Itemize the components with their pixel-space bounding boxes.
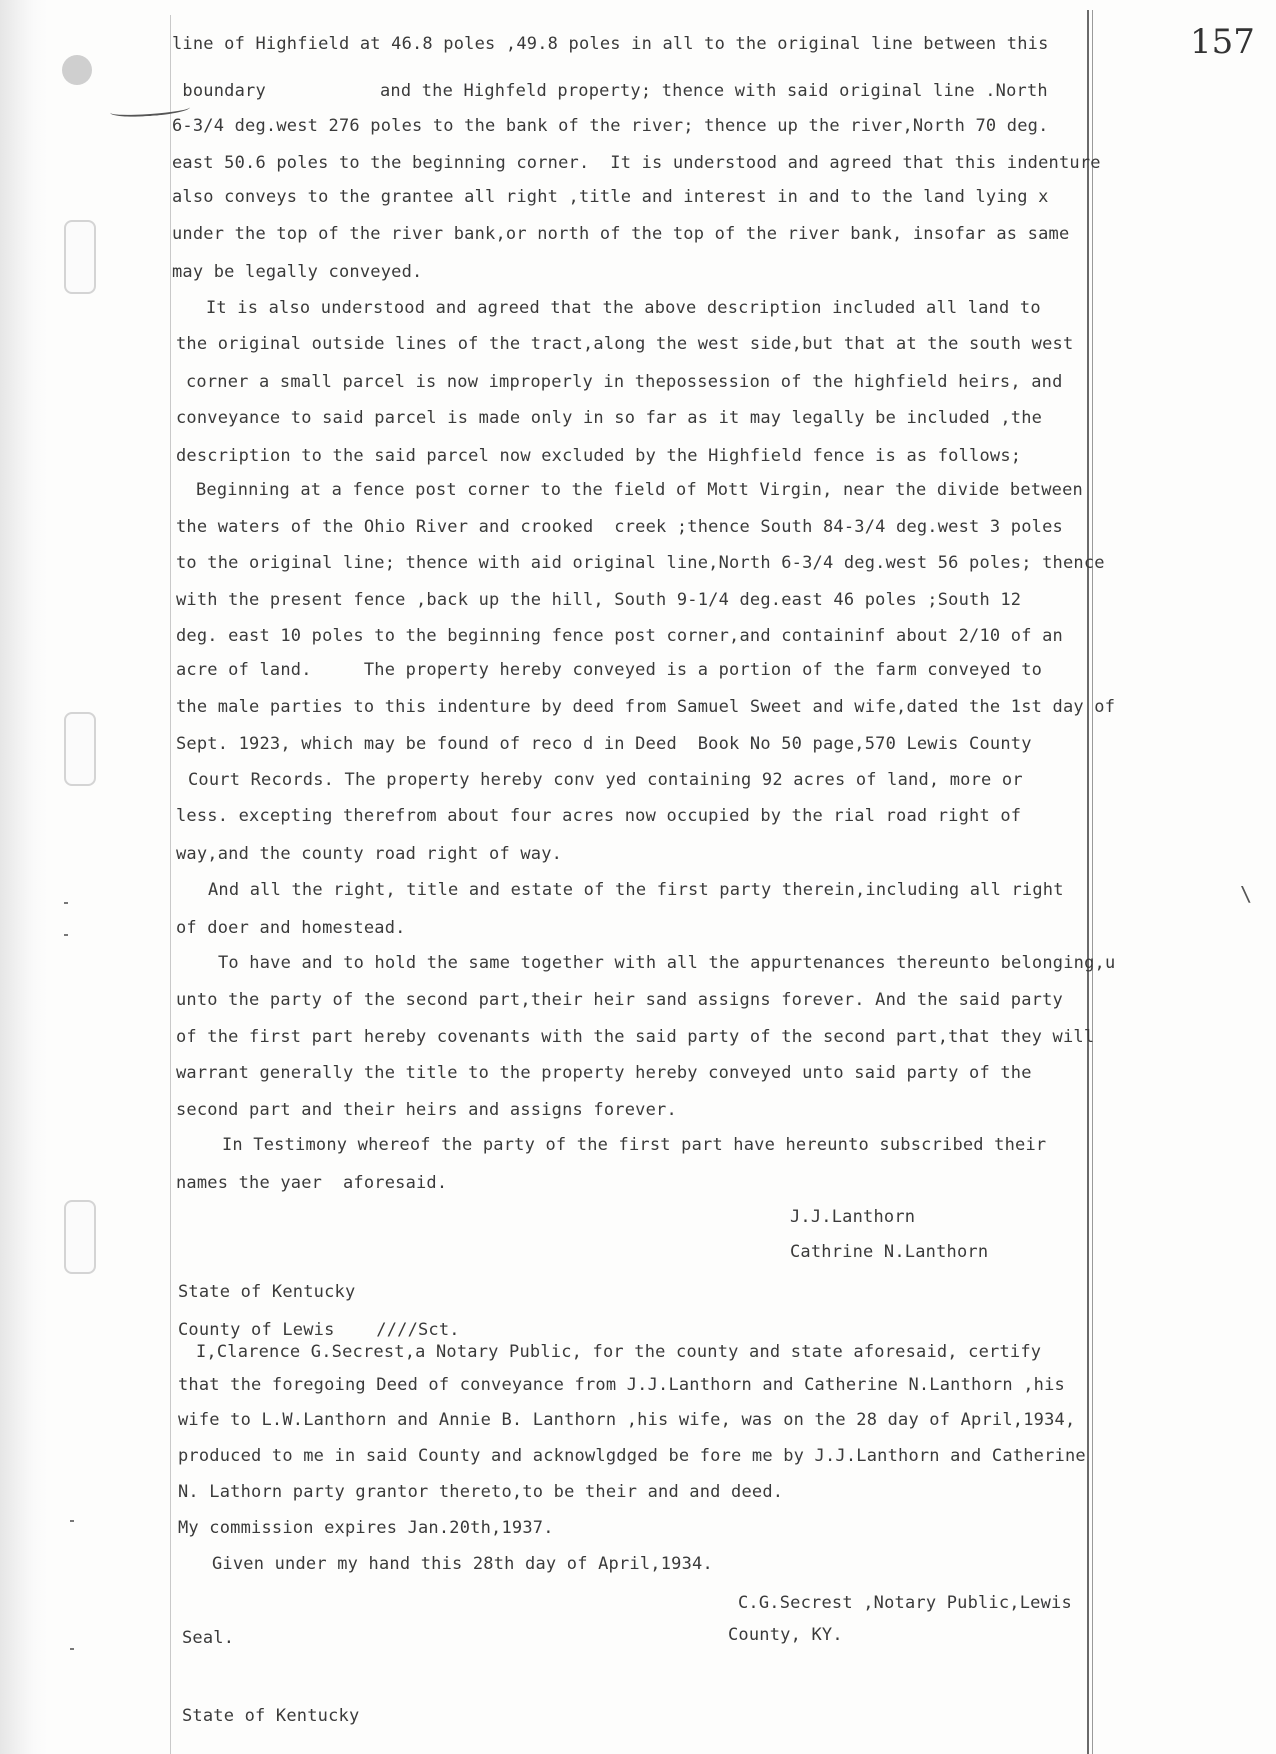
- text-line: that the foregoing Deed of conveyance from J.J.Lanthorn and Catherine N.Lanthorn ,his: [178, 1375, 1065, 1395]
- text-line: east 50.6 poles to the beginning corner. It is understood and agreed that this indenture: [172, 153, 1101, 173]
- text-line: wife to L.W.Lanthorn and Annie B. Lanthorn ,his wife, was on the 28 day of April,1934,: [178, 1410, 1076, 1430]
- punch-hole: [62, 55, 92, 85]
- pen-mark: \: [1240, 882, 1253, 906]
- text-line: of the first part hereby covenants with the said party of the second part,that they will: [176, 1027, 1095, 1047]
- punch-hole: [64, 220, 96, 294]
- text-line: the male parties to this indenture by deed from Samuel Sweet and wife,dated the 1st day of: [176, 697, 1116, 717]
- text-line: My commission expires Jan.20th,1937.: [178, 1518, 554, 1538]
- right-margin-line: [1087, 10, 1089, 1754]
- speck: [64, 934, 68, 936]
- speck: [70, 1520, 74, 1522]
- page-number: 157: [1190, 22, 1255, 62]
- text-line: second part and their heirs and assigns forever.: [176, 1100, 677, 1120]
- text-line: State of Kentucky: [182, 1706, 360, 1726]
- text-line: Sept. 1923, which may be found of reco d in Deed Book No 50 page,570 Lewis County: [176, 734, 1032, 754]
- text-line: the waters of the Ohio River and crooked creek ;thence South 84-3/4 deg.west 3 poles: [176, 517, 1063, 537]
- text-line: less. excepting therefrom about four acres now occupied by the rial road right of: [176, 806, 1022, 826]
- text-line: of doer and homestead.: [176, 918, 406, 938]
- text-line: 6-3/4 deg.west 276 poles to the bank of the river; thence up the river,North 70 deg.: [172, 116, 1049, 136]
- text-line: under the top of the river bank,or north of the top of the river bank, insofar as same: [172, 224, 1070, 244]
- text-line: line of Highfield at 46.8 poles ,49.8 poles in all to the original line between this: [172, 34, 1049, 54]
- text-line: County, KY.: [728, 1625, 843, 1645]
- text-line: and the Highfeld property; thence with said original line .North: [380, 81, 1048, 101]
- text-line: N. Lathorn party grantor thereto,to be their and and deed.: [178, 1482, 784, 1502]
- text-line: deg. east 10 poles to the beginning fence post corner,and containinf about 2/10 of an: [176, 626, 1063, 646]
- text-line: warrant generally the title to the property hereby conveyed unto said party of the: [176, 1063, 1032, 1083]
- text-line: In Testimony whereof the party of the first part have hereunto subscribed their: [222, 1135, 1047, 1155]
- text-line: State of Kentucky: [178, 1282, 356, 1302]
- binding-shadow: [0, 0, 48, 1754]
- text-line: J.J.Lanthorn: [790, 1207, 916, 1227]
- text-line: Court Records. The property hereby conv yed containing 92 acres of land, more or: [188, 770, 1023, 790]
- right-margin-line: [1092, 10, 1093, 1754]
- text-line: C.G.Secrest ,Notary Public,Lewis: [738, 1593, 1072, 1613]
- text-line: It is also understood and agreed that the above description included all land to: [206, 298, 1041, 318]
- text-line: also conveys to the grantee all right ,title and interest in and to the land lying x: [172, 187, 1049, 207]
- punch-hole: [64, 712, 96, 786]
- text-line: with the present fence ,back up the hill, South 9-1/4 deg.east 46 poles ;South 12: [176, 590, 1022, 610]
- text-line: Beginning at a fence post corner to the field of Mott Virgin, near the divide between: [196, 480, 1083, 500]
- text-line: Cathrine N.Lanthorn: [790, 1242, 989, 1262]
- text-line: the original outside lines of the tract,along the west side,but that at the south west: [176, 334, 1074, 354]
- text-line: unto the party of the second part,their heir sand assigns forever. And the said party: [176, 990, 1063, 1010]
- text-line: And all the right, title and estate of the first party therein,including all right: [208, 880, 1064, 900]
- speck: [70, 1648, 74, 1650]
- text-line: produced to me in said County and acknowlgdged be fore me by J.J.Lanthorn and Catherine: [178, 1446, 1086, 1466]
- text-line: may be legally conveyed.: [172, 262, 423, 282]
- text-line: acre of land. The property hereby conveyed is a portion of the farm conveyed to: [176, 660, 1043, 680]
- text-line: to the original line; thence with aid original line,North 6-3/4 deg.west 56 poles; thence: [176, 553, 1105, 573]
- text-line: description to the said parcel now excluded by the Highfield fence is as follows;: [176, 446, 1022, 466]
- text-line: boundary: [172, 81, 277, 101]
- punch-hole: [64, 1200, 96, 1274]
- text-line: Given under my hand this 28th day of April,1934.: [212, 1554, 713, 1574]
- text-line: way,and the county road right of way.: [176, 844, 563, 864]
- text-line: County of Lewis ////Sct.: [178, 1320, 460, 1340]
- left-margin-line: [170, 15, 171, 1754]
- text-line: names the yaer aforesaid.: [176, 1173, 448, 1193]
- text-line: To have and to hold the same together with all the appurtenances thereunto belonging,u: [218, 953, 1116, 973]
- text-line: conveyance to said parcel is made only in so far as it may legally be included ,the: [176, 408, 1043, 428]
- text-line: corner a small parcel is now improperly in thepossession of the highfield heirs, and: [186, 372, 1063, 392]
- text-line: I,Clarence G.Secrest,a Notary Public, for the county and state aforesaid, certify: [196, 1342, 1042, 1362]
- speck: [64, 902, 68, 904]
- text-line: Seal.: [182, 1628, 235, 1648]
